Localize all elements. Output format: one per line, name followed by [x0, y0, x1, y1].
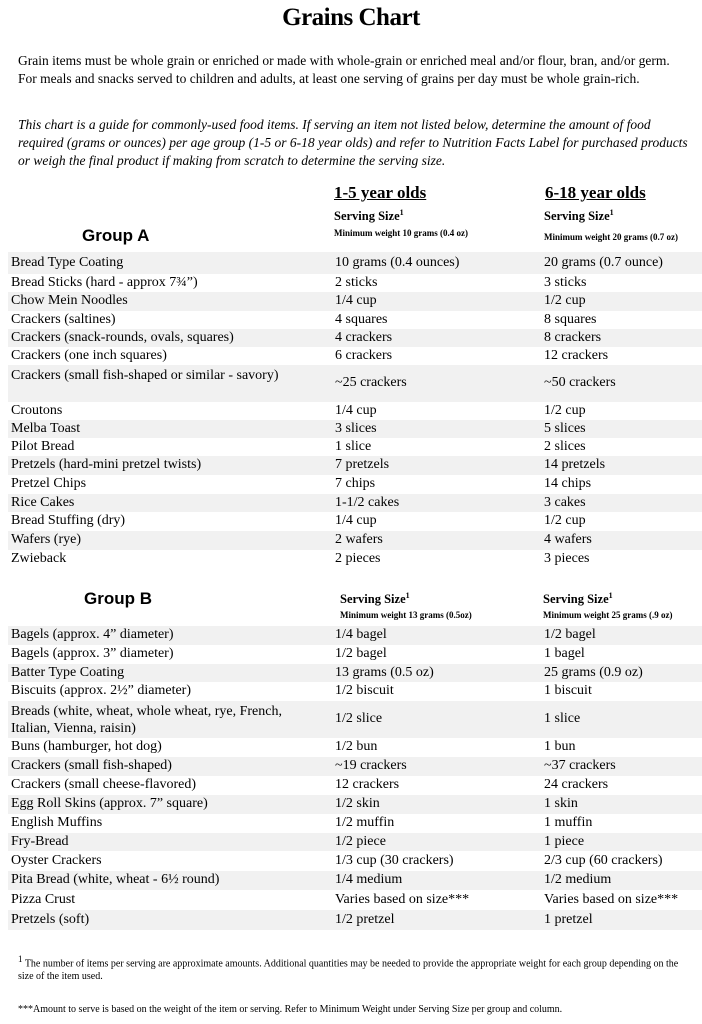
serving-1-5: 1/4 medium — [335, 872, 403, 887]
group-b-row — [8, 626, 702, 645]
intro-paragraph: Grain items must be whole grain or enriched or made with whole-grain or enriched meal and/or flour, bran, and/or germ. For meals and snacks served to children and adults, at least one serving of grains per day must be whole grain-rich. — [18, 53, 670, 86]
food-item: Pretzel Chips — [11, 476, 87, 491]
serving-1-5: 1/2 pretzel — [335, 912, 395, 927]
min-weight-a1: Minimum weight 10 grams (0.4 oz) — [334, 228, 468, 238]
group-b-table — [8, 626, 702, 930]
group-a-row — [8, 252, 702, 274]
group-a-row — [8, 365, 702, 402]
serving-6-18: 8 crackers — [544, 330, 602, 345]
serving-1-5: 1/3 cup (30 crackers) — [335, 853, 454, 868]
serving-6-18: 3 sticks — [544, 275, 587, 290]
group-b-row — [8, 851, 702, 871]
group-a-row — [8, 292, 702, 311]
serving-1-5: 1/2 muffin — [335, 815, 395, 830]
food-item: Pretzels (hard-mini pretzel twists) — [11, 457, 202, 472]
min-weight-b2: Minimum weight 25 grams (.9 oz) — [543, 610, 673, 620]
serving-1-5: 3 slices — [335, 421, 377, 436]
group-b-row — [8, 757, 702, 776]
serving-size-label-a2: Serving Size$^1$ — [544, 208, 614, 224]
food-item: Croutons — [11, 403, 63, 418]
serving-1-5: 1/4 bagel — [335, 627, 387, 642]
serving-6-18: 1 skin — [544, 796, 578, 811]
food-item: Crackers (small cheese-flavored) — [11, 777, 197, 792]
age-header-6-18: 6-18 year olds — [545, 183, 646, 202]
serving-1-5: 1-1/2 cakes — [335, 495, 400, 510]
serving-6-18: 14 pretzels — [544, 457, 606, 472]
guide-paragraph: This chart is a guide for commonly-used food items. If serving an item not listed below, determine the amount of food required (grams or ounces) per age group (1-5 or 6-18 year olds) and refer to Nutrition Facts Label for purchased products or weigh the final product if making from scratch to determine the serving size. — [18, 117, 688, 168]
serving-1-5: 1/4 cup — [335, 293, 377, 308]
serving-6-18: 3 pieces — [544, 551, 590, 566]
food-item: English Muffins — [11, 815, 103, 830]
serving-1-5: 13 grams (0.5 oz) — [335, 665, 434, 680]
food-item: Oyster Crackers — [11, 853, 102, 868]
group-a-row — [8, 531, 702, 550]
group-b-row — [8, 645, 702, 664]
serving-6-18: 1 bun — [544, 739, 576, 754]
food-item: Pita Bread (white, wheat - 6½ round) — [11, 872, 220, 887]
serving-6-18: 4 wafers — [544, 532, 592, 547]
serving-6-18: 1/2 cup — [544, 403, 586, 418]
serving-1-5: 1/2 biscuit — [335, 683, 394, 698]
group-b-row — [8, 871, 702, 890]
serving-1-5: 10 grams (0.4 ounces) — [335, 255, 460, 270]
serving-6-18: 1 pretzel — [544, 912, 593, 927]
serving-1-5: 2 pieces — [335, 551, 381, 566]
serving-1-5: 1/4 cup — [335, 513, 377, 528]
serving-6-18: ~50 crackers — [544, 375, 616, 390]
serving-6-18: 24 crackers — [544, 777, 609, 792]
food-item: Wafers (rye) — [11, 532, 81, 547]
serving-size-label-b1: Serving Size$^1$ — [340, 591, 410, 607]
serving-1-5: 4 squares — [335, 312, 388, 327]
group-b-row — [8, 701, 702, 738]
serving-1-5: 1/2 piece — [335, 834, 386, 849]
group-a-row — [8, 475, 702, 494]
food-item: Melba Toast — [11, 421, 81, 436]
food-item: Crackers (one inch squares) — [11, 348, 167, 363]
footnote-1: 1 The number of items per serving are approximate amounts. Additional quantities may be needed to provide the appropriate weight for each group depending on the size of the item used. — [18, 954, 679, 983]
food-item: Pilot Bread — [11, 439, 75, 454]
food-item: Batter Type Coating — [11, 665, 125, 680]
serving-6-18: 1 muffin — [544, 815, 593, 830]
serving-6-18: 1 piece — [544, 834, 585, 849]
food-item: Zwieback — [11, 551, 67, 566]
serving-1-5: ~25 crackers — [335, 375, 407, 390]
min-weight-b1: Minimum weight 13 grams (0.5oz) — [340, 610, 472, 620]
food-item: Bagels (approx. 3” diameter) — [11, 646, 174, 661]
serving-size-label-a1: Serving Size$^1$ — [334, 208, 404, 224]
serving-1-5: 1/2 bagel — [335, 646, 387, 661]
serving-6-18: 1 slice — [544, 711, 581, 726]
serving-1-5: 1/2 slice — [335, 711, 383, 726]
group-b-row — [8, 795, 702, 814]
food-item: Chow Mein Noodles — [11, 293, 128, 308]
group-a-row — [8, 347, 702, 365]
serving-1-5: 2 sticks — [335, 275, 378, 290]
serving-size-label-b2: Serving Size$^1$ — [543, 591, 613, 607]
food-item: Crackers (saltines) — [11, 312, 116, 327]
serving-6-18: 8 squares — [544, 312, 597, 327]
food-item: Bread Stuffing (dry) — [11, 513, 126, 528]
group-a-row — [8, 274, 702, 292]
serving-6-18: Varies based on size*** — [544, 892, 679, 907]
food-item: Fry-Bread — [11, 834, 69, 849]
serving-1-5: 7 chips — [335, 476, 376, 491]
food-item: Pretzels (soft) — [11, 912, 90, 927]
serving-6-18: 14 chips — [544, 476, 592, 491]
serving-6-18: 20 grams (0.7 ounce) — [544, 255, 663, 270]
group-a-row — [8, 420, 702, 438]
serving-6-18: ~37 crackers — [544, 758, 616, 773]
serving-6-18: 1 bagel — [544, 646, 585, 661]
food-item: Pizza Crust — [11, 892, 76, 907]
food-item: Egg Roll Skins (approx. 7” square) — [11, 796, 208, 811]
group-b-title: Group B — [84, 589, 152, 608]
serving-6-18: 12 crackers — [544, 348, 609, 363]
serving-1-5: 4 crackers — [335, 330, 393, 345]
food-item: Crackers (small fish-shaped) — [11, 758, 172, 773]
group-a-row — [8, 494, 702, 512]
serving-1-5: Varies based on size*** — [335, 892, 470, 907]
group-b-row — [8, 682, 702, 701]
serving-1-5: 1/4 cup — [335, 403, 377, 418]
food-item: Crackers (snack-rounds, ovals, squares) — [11, 330, 234, 345]
serving-1-5: 2 wafers — [335, 532, 383, 547]
group-b-row — [8, 814, 702, 833]
group-a-row — [8, 456, 702, 475]
serving-6-18: 3 cakes — [544, 495, 586, 510]
serving-1-5: 12 crackers — [335, 777, 400, 792]
serving-6-18: 1/2 bagel — [544, 627, 596, 642]
serving-1-5: ~19 crackers — [335, 758, 407, 773]
serving-6-18: 25 grams (0.9 oz) — [544, 665, 643, 680]
group-a-table — [8, 252, 702, 569]
group-a-row — [8, 438, 702, 456]
serving-1-5: 1/2 skin — [335, 796, 380, 811]
food-item: Crackers (small fish-shaped or similar - savory) — [11, 368, 279, 383]
serving-6-18: 1/2 medium — [544, 872, 612, 887]
serving-6-18: 2/3 cup (60 crackers) — [544, 853, 663, 868]
serving-1-5: 6 crackers — [335, 348, 393, 363]
serving-1-5: 1/2 bun — [335, 739, 378, 754]
group-a-row — [8, 512, 702, 531]
group-b-row — [8, 833, 702, 851]
serving-6-18: 1/2 cup — [544, 513, 586, 528]
food-item: Breads (white, wheat, whole wheat, rye, French, Italian, Vienna, raisin) — [11, 704, 282, 736]
serving-6-18: 1/2 cup — [544, 293, 586, 308]
food-item: Biscuits (approx. 2½” diameter) — [11, 683, 192, 698]
group-a-row — [8, 329, 702, 347]
group-b-row — [8, 738, 702, 757]
group-b-row — [8, 664, 702, 682]
group-b-row — [8, 910, 702, 930]
food-item: Bread Sticks (hard - approx 7¾”) — [11, 275, 198, 290]
min-weight-a2: Minimum weight 20 grams (0.7 oz) — [544, 232, 678, 242]
group-a-row — [8, 550, 702, 569]
group-a-row — [8, 311, 702, 329]
food-item: Buns (hamburger, hot dog) — [11, 739, 162, 754]
group-b-row — [8, 776, 702, 795]
food-item: Bagels (approx. 4” diameter) — [11, 627, 174, 642]
group-b-row — [8, 890, 702, 910]
serving-6-18: 1 biscuit — [544, 683, 592, 698]
group-a-row — [8, 402, 702, 420]
group-a-title: Group A — [82, 226, 150, 245]
age-header-1-5: 1-5 year olds — [334, 183, 427, 202]
serving-6-18: 2 slices — [544, 439, 586, 454]
footnote-2: ***Amount to serve is based on the weight of the item or serving. Refer to Minimum Weight under Serving Size per group and column. — [18, 1004, 563, 1015]
food-item: Rice Cakes — [11, 495, 75, 510]
page-title: Grains Chart — [282, 4, 420, 31]
serving-1-5: 7 pretzels — [335, 457, 390, 472]
food-item: Bread Type Coating — [11, 255, 124, 270]
serving-6-18: 5 slices — [544, 421, 586, 436]
serving-1-5: 1 slice — [335, 439, 372, 454]
